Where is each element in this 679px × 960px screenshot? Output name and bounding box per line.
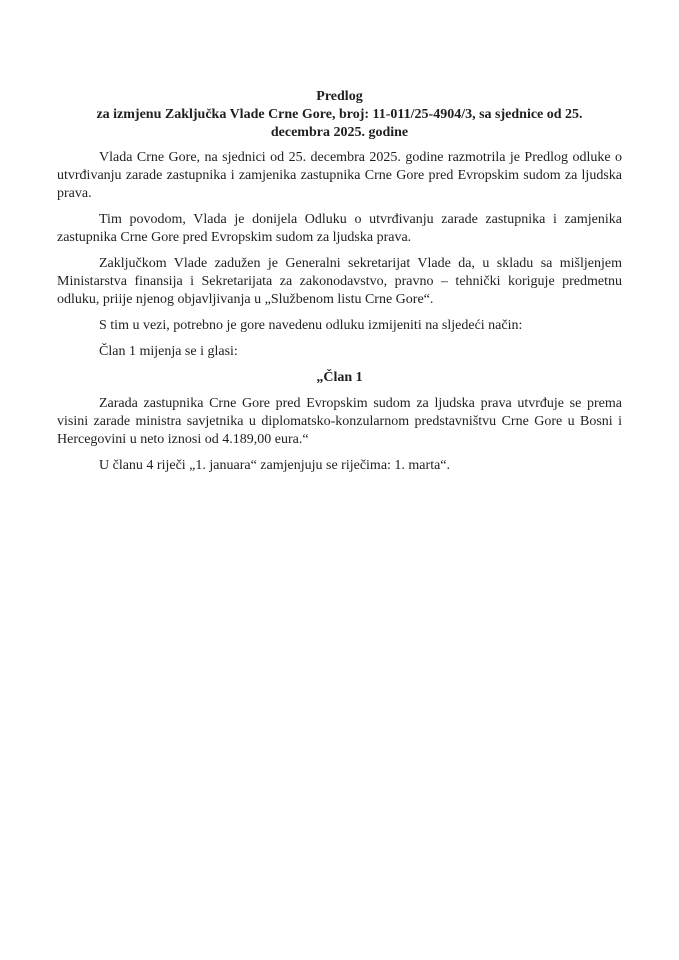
article-1-heading: „Član 1 bbox=[316, 370, 363, 385]
document-title bbox=[57, 88, 622, 142]
paragraph-zakljuckom-vlade: Zaključkom Vlade zadužen je Generalni sekretarijat Vlade da, u skladu sa mišljenjem Ministarstva finansija i Sekretarijata za zakonodavstvo, pravno – tehnički koriguje predmetnu odluku, priije njenog objavljivanja u „Službenom listu Crne Gore“. bbox=[57, 256, 622, 307]
paragraph-u-clanu-4: U članu 4 riječi „1. januara“ zamjenjuju se riječima: 1. marta“. bbox=[99, 458, 451, 473]
title-line-predlog: Predlog bbox=[316, 89, 363, 104]
paragraph-zarada-zastupnika: Zarada zastupnika Crne Gore pred Evropskim sudom za ljudska prava utvrđuje se prema visini zarade ministra savjetnika u diplomatsko-konzularnom predstavništvu Crne Gore u Bosni i Hercegovini u neto iznosi od 4.189,00 eura.“ bbox=[57, 396, 622, 447]
title-line-subject: za izmjenu Zaključka Vlade Crne Gore, broj: 11-011/25-4904/3, sa sjednice od 25. bbox=[96, 107, 583, 122]
title-line-date: decembra 2025. godine bbox=[270, 125, 409, 140]
paragraph-clan-1-mijenja: Član 1 mijenja se i glasi: bbox=[99, 344, 238, 359]
paragraph-s-tim-u-vezi: S tim u vezi, potrebno je gore navedenu odluku izmijeniti na sljedeći način: bbox=[99, 318, 523, 333]
paragraph-vlada-razmotrila: Vlada Crne Gore, na sjednici od 25. decembra 2025. godine razmotrila je Predlog odluke o utvrđivanju zarade zastupnika i zamjenika zastupnika Crne Gore pred Evropskim sudom za ljudska prava. bbox=[57, 150, 622, 201]
paragraph-tim-povodom: Tim povodom, Vlada je donijela Odluku o utvrđivanju zarade zastupnika i zamjenika zastupnika Crne Gore pred Evropskim sudom za ljudska prava. bbox=[57, 212, 622, 245]
